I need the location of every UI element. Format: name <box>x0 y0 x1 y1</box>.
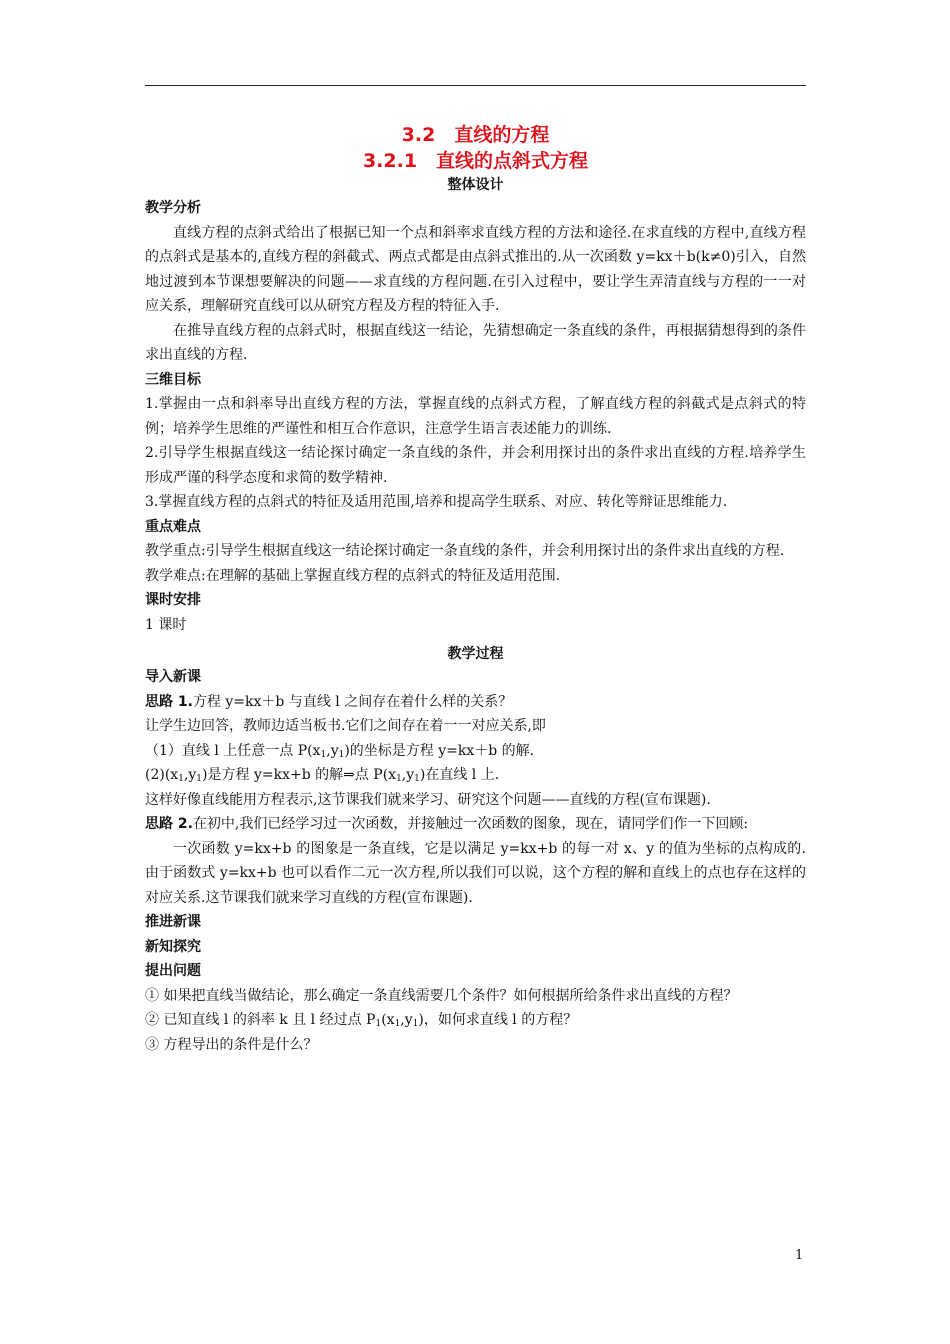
idea-2 <box>145 812 806 837</box>
question-2 <box>145 1008 806 1033</box>
text-span: ,y <box>400 1012 413 1028</box>
section-title: 3.2.1 直线的点斜式方程 <box>362 150 589 172</box>
text-span: )的坐标是方程 y=kx＋b 的解. <box>344 742 535 759</box>
text-span: ,y <box>326 742 339 759</box>
text-span: )在直线 l 上. <box>419 767 500 783</box>
process-title: 教学过程 <box>447 646 504 662</box>
analysis-paragraph-1: 直线方程的点斜式给出了根据已知一个点和斜率求直线方程的方法和途径.在求直线的方程中,直线方程的点斜式是基本的,直线方程的斜截式、两点式都是由点斜式推出的.从一次函数 y=kx＋b(k≠0)引入，自然地过渡到本节课想要解决的问题——求直线的方程问题.在引入过程中，要让学生弄清直线与方程的一一对应关系，理解研究直线可以从研究方程及方程的特征入手. <box>145 224 806 314</box>
heading-hours: 课时安排 <box>145 592 201 608</box>
teaching-focus: 教学重点:引导学生根据直线这一结论探讨确定一条直线的条件，并会利用探讨出的条件求出直线的方程. <box>145 543 785 559</box>
text-span: )是方程 y=kx+b 的解⇒点 P(x <box>202 767 397 783</box>
text-span: ,y <box>401 767 415 783</box>
goal-item-1: 1.掌握由一点和斜率导出直线方程的方法，掌握直线的点斜式方程，了解直线方程的斜截式是点斜式的特例；培养学生思维的严谨性和相互合作意识，注意学生语言表述能力的训练. <box>145 396 806 437</box>
question-3: ③ 方程导出的条件是什么？ <box>145 1036 318 1053</box>
hours-value: 1 课时 <box>145 616 187 633</box>
analysis-paragraph-2: 在推导直线方程的点斜式时，根据直线这一结论，先猜想确定一条直线的条件，再根据猜想得到的条件求出直线的方程. <box>145 322 806 363</box>
subscript: 1 <box>412 1019 419 1029</box>
intro-line-3 <box>145 739 806 764</box>
goal-item-3: 3.掌握直线方程的点斜式的特征及适用范围,培养和提高学生联系、对应、转化等辩证思维能力. <box>145 494 728 510</box>
header-rule <box>145 85 806 86</box>
document-page <box>145 122 806 1057</box>
subscript: 1 <box>414 774 420 784</box>
text-span: (2)(x <box>145 767 179 783</box>
goal-item-2: 2.引导学生根据直线这一结论探讨确定一条直线的条件，并会利用探讨出的条件求出直线的方程.培养学生形成严谨的科学态度和求简的数学精神. <box>145 445 806 486</box>
heading-questions: 提出问题 <box>145 963 201 979</box>
idea-1-text: 方程 y=kx＋b 与直线 l 之间存在着什么样的关系？ <box>192 693 513 710</box>
question-1: ① 如果把直线当做结论，那么确定一条直线需要几个条件？如何根据所给条件求出直线的方程？ <box>145 987 738 1004</box>
heading-key-points: 重点难点 <box>145 518 201 535</box>
text-span: )，如何求直线 l 的方程？ <box>418 1012 578 1028</box>
subscript: 1 <box>178 774 184 784</box>
intro-line-2: 让学生边回答，教师边适当板书.它们之间存在着一一对应关系,即 <box>145 718 546 734</box>
intro-line-5: 这样好像直线能用方程表示,这节课我们就来学习、研究这个问题——直线的方程(宣布课题). <box>145 791 711 808</box>
text-span: ,y <box>183 767 197 783</box>
idea-1 <box>145 690 806 715</box>
subscript: 1 <box>375 1019 382 1029</box>
subscript: 1 <box>320 749 327 760</box>
chapter-title: 3.2 直线的方程 <box>401 124 550 146</box>
heading-explore: 新知探究 <box>145 938 201 955</box>
heading-intro: 导入新课 <box>145 669 201 685</box>
text-span: （1）直线 l 上任意一点 P(x <box>145 742 321 759</box>
subscript: 1 <box>394 1019 401 1029</box>
subscript: 1 <box>196 774 203 784</box>
text-span: ② 已知直线 l 的斜率 k 且 l 经过点 P <box>145 1012 376 1028</box>
page-number: 1 <box>795 1248 804 1263</box>
subscript: 1 <box>338 749 345 760</box>
intro-line-7: 一次函数 y=kx+b 的图象是一条直线，它是以满足 y=kx+b 的每一对 x、y 的值为坐标的点构成的.由于函数式 y=kx+b 也可以看作二元一次方程,所以我们可以说，这个方程的解和直线上的点也存在这样的对应关系.这节课我们就来学习直线的方程(宣布课题). <box>145 840 806 906</box>
text-span: (x <box>381 1012 395 1028</box>
idea-1-label: 思路 1. <box>145 693 193 710</box>
idea-2-text: 在初中,我们已经学习过一次函数，并接触过一次函数的图象，现在，请同学们作一下回顾: <box>192 816 749 832</box>
teaching-difficulty: 教学难点:在理解的基础上掌握直线方程的点斜式的特征及适用范围. <box>145 567 561 584</box>
heading-analysis: 教学分析 <box>145 200 201 216</box>
subscript: 1 <box>396 774 402 784</box>
heading-advance: 推进新课 <box>145 914 201 930</box>
intro-line-4 <box>145 763 806 788</box>
heading-goals: 三维目标 <box>145 371 201 388</box>
overall-design-title: 整体设计 <box>447 177 504 193</box>
idea-2-label: 思路 2. <box>145 816 193 832</box>
